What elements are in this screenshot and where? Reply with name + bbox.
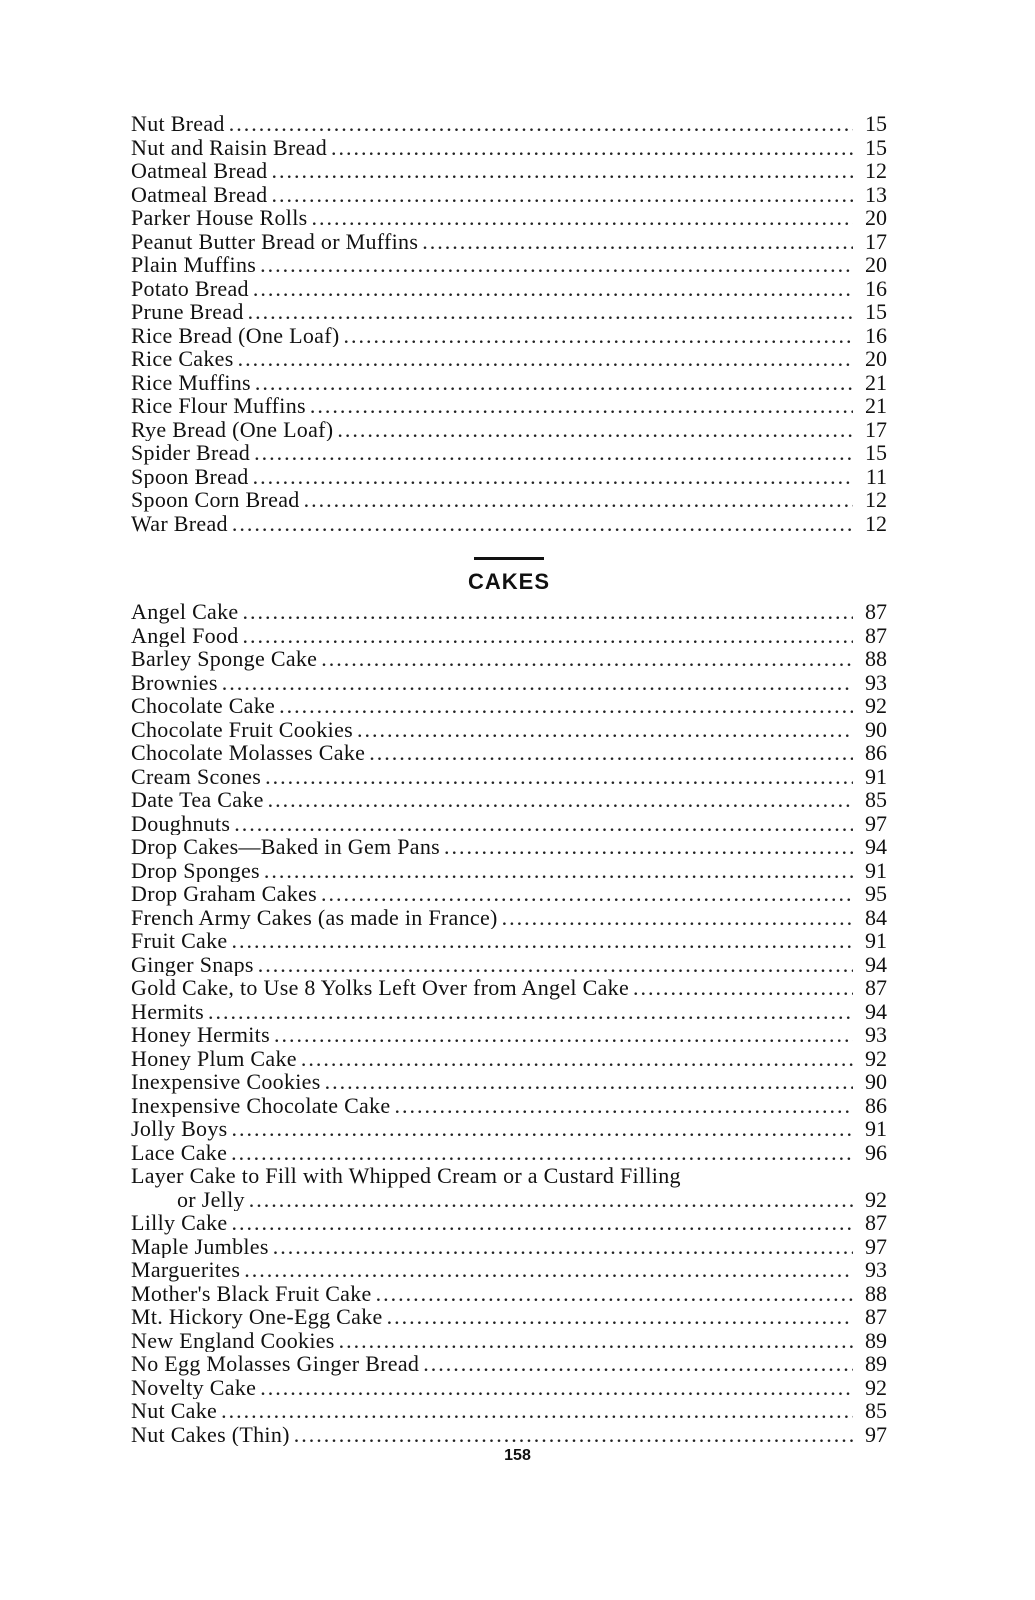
entry-page-number: 87 (865, 1305, 887, 1329)
index-entry (131, 718, 887, 742)
entry-name: Layer Cake to Fill with Whipped Cream or a Custard Filling (131, 1164, 681, 1188)
entry-page-number: 85 (865, 1399, 887, 1423)
entry-name: Potato Bread (131, 276, 249, 300)
entry-name: Lace Cake (131, 1140, 228, 1164)
dot-leader (376, 1282, 853, 1306)
index-entry (131, 1305, 887, 1329)
dot-leader (254, 441, 853, 465)
entry-page-number: 17 (865, 417, 887, 441)
entry-page-number: 93 (865, 670, 887, 694)
index-entry (131, 206, 887, 230)
index-entry (131, 976, 887, 1000)
entry-name: Spoon Bread (131, 464, 249, 488)
entry-page-number: 21 (865, 394, 887, 418)
entry-name: French Army Cakes (as made in France) (131, 905, 498, 929)
entry-page-number: 15 (865, 112, 887, 136)
entry-name: No Egg Molasses Ginger Bread (131, 1352, 420, 1376)
index-page (131, 112, 887, 1446)
dot-leader (369, 741, 853, 765)
entry-page-number: 20 (865, 206, 887, 230)
index-entry (131, 1423, 887, 1447)
entry-page-number: 87 (865, 600, 887, 624)
dot-leader (242, 600, 853, 624)
entry-page-number: 87 (865, 623, 887, 647)
entry-name: Honey Plum Cake (131, 1046, 297, 1070)
index-entry (131, 159, 887, 183)
entry-page-number: 93 (865, 1258, 887, 1282)
entry-page-number: 16 (865, 276, 887, 300)
index-entry (131, 230, 887, 254)
cakes-index-list-continued (131, 1211, 887, 1446)
dot-leader (248, 300, 853, 324)
entry-name: Spider Bread (131, 441, 251, 465)
dot-leader (231, 1141, 853, 1165)
entry-name: Mother's Black Fruit Cake (131, 1281, 372, 1305)
dot-leader (279, 694, 853, 718)
entry-name: Inexpensive Chocolate Cake (131, 1093, 391, 1117)
index-entry (131, 136, 887, 160)
page-number-footer: 158 (504, 1447, 531, 1464)
entry-page-number: 11 (865, 464, 887, 488)
dot-leader (310, 394, 853, 418)
entry-page-number: 92 (865, 694, 887, 718)
index-entry (131, 324, 887, 348)
dot-leader (274, 1023, 853, 1047)
entry-page-number: 89 (865, 1328, 887, 1352)
entry-page-number: 12 (865, 511, 887, 535)
index-entry (131, 647, 887, 671)
index-entry (131, 277, 887, 301)
index-entry (131, 1235, 887, 1259)
dot-leader (208, 1000, 853, 1024)
entry-page-number: 90 (865, 717, 887, 741)
entry-page-number: 17 (865, 229, 887, 253)
index-entry (131, 929, 887, 953)
index-entry (131, 1094, 887, 1118)
dot-leader (304, 488, 853, 512)
entry-name: Hermits (131, 999, 204, 1023)
dot-leader (422, 230, 853, 254)
dot-leader (339, 1329, 853, 1353)
entry-page-number: 94 (865, 835, 887, 859)
entry-page-number: 97 (865, 1422, 887, 1446)
entry-name: Parker House Rolls (131, 206, 308, 230)
index-entry (131, 512, 887, 536)
entry-name: Barley Sponge Cake (131, 647, 318, 671)
index-entry (131, 488, 887, 512)
entry-page-number: 15 (865, 300, 887, 324)
entry-name: Cream Scones (131, 764, 262, 788)
index-entry (131, 812, 887, 836)
bread-index-list (131, 112, 887, 535)
entry-page-number: 91 (865, 858, 887, 882)
entry-page-number: 94 (865, 952, 887, 976)
index-entry (131, 300, 887, 324)
index-entry (131, 418, 887, 442)
entry-name-continued: or Jelly (177, 1187, 245, 1211)
index-entry (131, 741, 887, 765)
entry-page-number: 91 (865, 929, 887, 953)
entry-name: Rice Bread (One Loaf) (131, 323, 340, 347)
entry-name: Drop Graham Cakes (131, 882, 317, 906)
entry-name: Rice Muffins (131, 370, 251, 394)
dot-leader (301, 1047, 853, 1071)
entry-name: Prune Bread (131, 300, 244, 324)
entry-name: Nut Cakes (Thin) (131, 1422, 290, 1446)
entry-name: Doughnuts (131, 811, 231, 835)
index-entry (131, 1282, 887, 1306)
entry-page-number: 13 (865, 182, 887, 206)
entry-page-number: 92 (865, 1375, 887, 1399)
entry-name: Lilly Cake (131, 1211, 228, 1235)
index-entry (131, 624, 887, 648)
entry-name: Peanut Butter Bread or Muffins (131, 229, 419, 253)
index-entry (131, 1376, 887, 1400)
entry-page-number: 12 (865, 488, 887, 512)
dot-leader (423, 1352, 853, 1376)
dot-leader (232, 929, 854, 953)
entry-page-number: 87 (865, 1211, 887, 1235)
entry-name: Novelty Cake (131, 1375, 257, 1399)
entry-page-number: 16 (865, 323, 887, 347)
entry-page-number: 91 (865, 1117, 887, 1141)
entry-page-number: 88 (865, 647, 887, 671)
entry-page-number: 12 (865, 159, 887, 183)
entry-name: Brownies (131, 670, 218, 694)
entry-name: Jolly Boys (131, 1117, 228, 1141)
dot-leader (294, 1423, 853, 1447)
dot-leader (264, 859, 853, 883)
index-entry (131, 1258, 887, 1282)
index-entry (131, 1000, 887, 1024)
index-entry (131, 394, 887, 418)
entry-page-number: 85 (865, 788, 887, 812)
section-divider-rule (474, 557, 544, 560)
dot-leader (312, 206, 854, 230)
dot-leader (221, 1399, 853, 1423)
entry-name: Fruit Cake (131, 929, 228, 953)
entry-name: Rice Cakes (131, 347, 234, 371)
index-entry (131, 1023, 887, 1047)
dot-leader (321, 882, 853, 906)
entry-page-number: 84 (865, 905, 887, 929)
dot-leader (255, 371, 853, 395)
entry-page-number: 95 (865, 882, 887, 906)
index-entry (131, 882, 887, 906)
entry-name: Plain Muffins (131, 253, 257, 277)
entry-page-number: 15 (865, 135, 887, 159)
index-entry (131, 671, 887, 695)
dot-leader (243, 624, 854, 648)
dot-leader (633, 976, 853, 1000)
index-entry (131, 183, 887, 207)
entry-name: Rye Bread (One Loaf) (131, 417, 334, 441)
cakes-section-heading: CAKES (467, 569, 550, 594)
entry-page-number: 87 (865, 976, 887, 1000)
index-entry (131, 788, 887, 812)
entry-name: Chocolate Cake (131, 694, 276, 718)
entry-name: New England Cookies (131, 1328, 335, 1352)
dot-leader (232, 512, 853, 536)
entry-name: Angel Cake (131, 600, 239, 624)
dot-leader (258, 953, 853, 977)
entry-page-number: 92 (865, 1187, 887, 1211)
index-entry (131, 1399, 887, 1423)
dot-leader (502, 906, 853, 930)
dot-leader (229, 112, 853, 136)
entry-name: Rice Flour Muffins (131, 394, 306, 418)
index-entry (131, 694, 887, 718)
entry-name: Inexpensive Cookies (131, 1070, 321, 1094)
entry-name: Angel Food (131, 623, 239, 647)
dot-leader (325, 1070, 853, 1094)
index-entry-layer-cake (131, 1164, 887, 1188)
entry-name: Oatmeal Bread (131, 182, 268, 206)
entry-name: Spoon Corn Bread (131, 488, 300, 512)
entry-name: Mt. Hickory One-Egg Cake (131, 1305, 383, 1329)
dot-leader (395, 1094, 854, 1118)
entry-name: Ginger Snaps (131, 952, 254, 976)
index-entry (131, 1047, 887, 1071)
dot-leader (253, 277, 853, 301)
entry-page-number: 97 (865, 811, 887, 835)
index-entry (131, 441, 887, 465)
dot-leader (268, 788, 853, 812)
index-entry (131, 1070, 887, 1094)
index-entry (131, 1211, 887, 1235)
entry-name: Marguerites (131, 1258, 241, 1282)
index-entry (131, 112, 887, 136)
dot-leader (273, 1235, 853, 1259)
dot-leader (244, 1258, 853, 1282)
dot-leader (232, 1117, 853, 1141)
dot-leader (249, 1188, 853, 1212)
entry-page-number: 96 (865, 1140, 887, 1164)
dot-leader (271, 183, 853, 207)
entry-page-number: 92 (865, 1046, 887, 1070)
index-entry (131, 859, 887, 883)
dot-leader (231, 1211, 853, 1235)
entry-name: Nut and Raisin Bread (131, 135, 328, 159)
entry-page-number: 97 (865, 1234, 887, 1258)
dot-leader (331, 136, 853, 160)
entry-page-number: 94 (865, 999, 887, 1023)
entry-name: War Bread (131, 511, 228, 535)
entry-page-number: 15 (865, 441, 887, 465)
entry-page-number: 20 (865, 253, 887, 277)
cakes-index-list (131, 600, 887, 1164)
dot-leader (357, 718, 853, 742)
index-entry (131, 253, 887, 277)
entry-page-number: 90 (865, 1070, 887, 1094)
index-entry (131, 465, 887, 489)
index-entry (131, 600, 887, 624)
index-entry (131, 371, 887, 395)
entry-name: Date Tea Cake (131, 788, 264, 812)
index-entry (131, 765, 887, 789)
index-entry (131, 835, 887, 859)
entry-name: Nut Bread (131, 112, 225, 136)
entry-name: Oatmeal Bread (131, 159, 268, 183)
entry-page-number: 89 (865, 1352, 887, 1376)
entry-name: Honey Hermits (131, 1023, 270, 1047)
entry-name: Chocolate Fruit Cookies (131, 717, 353, 741)
entry-page-number: 21 (865, 370, 887, 394)
index-entry-layer-cake-continued (131, 1188, 887, 1212)
dot-leader (321, 647, 853, 671)
dot-leader (265, 765, 853, 789)
entry-name: Drop Sponges (131, 858, 260, 882)
dot-leader (222, 671, 853, 695)
index-entry (131, 1117, 887, 1141)
entry-page-number: 88 (865, 1281, 887, 1305)
index-entry (131, 953, 887, 977)
entry-name: Chocolate Molasses Cake (131, 741, 366, 765)
dot-leader (387, 1305, 853, 1329)
entry-name: Drop Cakes—Baked in Gem Pans (131, 835, 441, 859)
dot-leader (238, 347, 853, 371)
entry-page-number: 93 (865, 1023, 887, 1047)
dot-leader (253, 465, 853, 489)
entry-page-number: 20 (865, 347, 887, 371)
entry-page-number: 86 (865, 741, 887, 765)
index-entry (131, 1329, 887, 1353)
index-entry (131, 1141, 887, 1165)
entry-name: Nut Cake (131, 1399, 218, 1423)
dot-leader (260, 253, 853, 277)
dot-leader (271, 159, 853, 183)
index-entry (131, 906, 887, 930)
entry-page-number: 86 (865, 1093, 887, 1117)
dot-leader (260, 1376, 853, 1400)
dot-leader (337, 418, 853, 442)
entry-name: Maple Jumbles (131, 1234, 269, 1258)
index-entry (131, 347, 887, 371)
dot-leader (343, 324, 853, 348)
entry-page-number: 91 (865, 764, 887, 788)
index-entry (131, 1352, 887, 1376)
dot-leader (444, 835, 853, 859)
entry-name: Gold Cake, to Use 8 Yolks Left Over from Angel Cake (131, 976, 630, 1000)
dot-leader (234, 812, 853, 836)
